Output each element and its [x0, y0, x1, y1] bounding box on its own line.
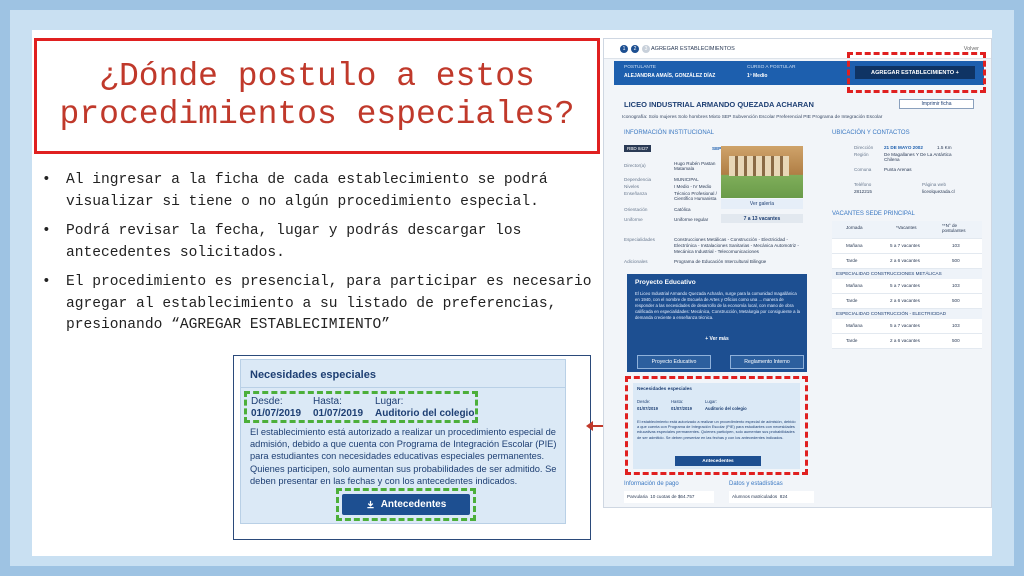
- download-icon: [366, 500, 375, 509]
- cell: 500: [952, 298, 960, 303]
- alumnos-label: Alumnos matriculados: [732, 494, 778, 499]
- datos-title: Datos y estadísticas: [729, 481, 783, 487]
- ubic-value: 21 DE MAYO 2002: [884, 145, 923, 150]
- button-highlight: [336, 488, 476, 521]
- hasta-label: Hasta:: [313, 396, 342, 407]
- bullet-list: [36, 170, 596, 345]
- table-row: [832, 319, 982, 334]
- cell: 500: [952, 338, 960, 343]
- info-value: I Medio - IV Medio: [674, 184, 712, 189]
- cell: Mañana: [846, 283, 863, 288]
- school-photo: [721, 146, 803, 198]
- info-value: MUNICIPAL: [674, 177, 699, 182]
- bullet-dot: •: [42, 274, 51, 290]
- curso-value: 1º Medio: [747, 73, 768, 79]
- ubic-label: Región: [854, 152, 869, 157]
- col-header: **N° de postulantes: [942, 223, 966, 233]
- info-label: Orientación: [624, 207, 648, 212]
- cell: Tarde: [846, 298, 858, 303]
- cell: Tarde: [846, 338, 858, 343]
- reglamento-interno-button[interactable]: [730, 355, 804, 369]
- special-needs-card: [633, 383, 800, 469]
- pagos-title: Información de pago: [624, 481, 679, 487]
- info-value: Hugo Rubén Pastan Matamala: [674, 161, 716, 171]
- table-row: [832, 254, 982, 269]
- special-needs-card-zoom: [240, 359, 566, 524]
- desde-label: Desde:: [251, 396, 283, 407]
- info-label: Enseñanza: [624, 191, 647, 196]
- table-row: [832, 334, 982, 349]
- agregar-highlight: [847, 52, 986, 93]
- ubic-label: Comuna: [854, 167, 872, 172]
- cell: 5 a 7 vacantes: [890, 323, 920, 328]
- proyecto-title: Proyecto Educativo: [635, 279, 696, 286]
- lugar-value: Auditorio del colegio: [375, 408, 475, 419]
- alumnos-row: [729, 491, 814, 503]
- cell: 103: [952, 243, 960, 248]
- info-label: Uniforme: [624, 217, 643, 222]
- nec-desde: 01/07/2019: [637, 406, 658, 411]
- nec-lugar: Auditorio del colegio: [705, 406, 747, 411]
- bullet-item: [36, 170, 596, 213]
- print-label: Imprimir ficha: [921, 101, 952, 107]
- ver-mas-link[interactable]: + Ver más: [705, 336, 729, 342]
- cell: 103: [952, 283, 960, 288]
- nec-hasta-label: Hasta:: [671, 399, 684, 404]
- proyecto-text: El Liceo Industrial Armando Quezada Acharán, surge para la comunidad magallánica en 1940, con el nombre de Escuela de Artes y Oficios como una ... manera de responder a las necesidades de desarrollo de la economía local, con mano de obra calificada en especialidades: Mecánica, Construcción, Metalurgia por consiguiente a la demanda creciente a enseñanza técnica.: [635, 291, 801, 320]
- iconography-legend: Iconografía: Solo mujeres Solo hombres Mixto SEP Subvención Escolar Preferencial PIE Programa de Integración Escolar: [622, 115, 883, 120]
- vacancies-badge: 7 a 13 vacantes: [721, 214, 803, 223]
- step-2[interactable]: 2: [631, 45, 639, 53]
- bullet-text: Podrá revisar la fecha, lugar y podrás descargar los antecedentes solicitados.: [66, 223, 522, 261]
- vacantes-title: VACANTES SEDE PRINCIPAL: [832, 211, 915, 217]
- ubic-label: Página web: [922, 182, 947, 187]
- cell: Tarde: [846, 258, 858, 263]
- nec-text: El establecimiento está autorizado a realizar un procedimiento especial de admisión, debido a que cuenta con Programa de Integración Escolar (PIE) para estudiantes con necesidades educativas especiales permanentes. Quienes participen, solo aumentan sus probabilidades de ser admitido. Se deben presentar en las fechas y con los antecedentes indicados.: [637, 419, 796, 440]
- cell: 5 a 7 vacantes: [890, 243, 920, 248]
- back-link[interactable]: Volver: [963, 46, 979, 52]
- agregar-label: AGREGAR ESTABLECIMIENTO: [871, 69, 955, 76]
- slide-title: ¿Dónde postulo a estos procedimientos especiales?: [59, 58, 575, 133]
- info-value: Uniforme regular: [674, 217, 709, 222]
- school-profile-screenshot: [603, 38, 992, 508]
- antecedentes-button[interactable]: [342, 494, 470, 515]
- group-header: ESPECIALIDAD CONSTRUCCIONES METÁLICAS: [832, 269, 982, 279]
- col-header: *Vacantes: [896, 225, 917, 230]
- cell: Mañana: [846, 243, 863, 248]
- table-row: [832, 239, 982, 254]
- ubic-value: De Magallanes Y De La Antártica Chilena: [884, 152, 952, 162]
- adicionales-value: Programa de Educación Intercultural Bilingüe: [674, 259, 767, 264]
- especialidades-label: Especialidades: [624, 237, 655, 242]
- ubicacion-title: UBICACIÓN Y CONTACTOS: [832, 130, 910, 136]
- postulante-name: ALEJANDRA AMAÍS, GONZÁLEZ DÍAZ: [624, 73, 716, 79]
- slide-title-box: [34, 38, 600, 154]
- info-value: Técnico Profesional / Científico Humanista: [674, 191, 717, 201]
- agregar-establecimiento-button[interactable]: AGREGAR ESTABLECIMIENTO +: [855, 66, 975, 79]
- bullet-dot: •: [42, 223, 51, 239]
- rbd-badge: RBD 8427: [624, 145, 651, 152]
- ubic-value[interactable]: liceolquezada.cl: [922, 189, 955, 194]
- bullet-item: [36, 272, 596, 337]
- info-label: Director(a): [624, 163, 646, 168]
- bullet-item: [36, 221, 596, 264]
- group-header: ESPECIALIDAD CONSTRUCCIÓN - ELECTRICIDAD: [832, 309, 982, 319]
- nec-title: Necesidades especiales: [637, 387, 692, 392]
- cell: 103: [952, 323, 960, 328]
- special-needs-text: El establecimiento está autorizado a realizar un procedimiento especial de admisión, debido a que cuenta con Programa de Integración Escolar (PIE) para estudiantes con necesidades educativas especiales permanentes. Quienes participen, solo aumentan sus probabilidades de ser admitido. Se deben presentar en las fechas y con los antecedentes indicados.: [250, 427, 557, 486]
- table-row: [832, 294, 982, 309]
- nec-hasta: 01/07/2019: [671, 406, 692, 411]
- proyecto-educativo-button[interactable]: [637, 355, 711, 369]
- distance-value: 1.5 Km: [937, 145, 952, 150]
- adicionales-label: Adicionales: [624, 259, 648, 264]
- pagos-value: 10 cuotas de $64.757: [650, 494, 695, 499]
- info-label: Dependencia: [624, 177, 652, 182]
- info-value: Católica: [674, 207, 691, 212]
- divider: [241, 387, 565, 388]
- ver-galeria-link[interactable]: [721, 199, 803, 209]
- step-3[interactable]: 3: [642, 45, 650, 53]
- bullet-text: Al ingresar a la ficha de cada establecimiento se podrá visualizar si tiene o no algún procedimiento especial.: [66, 172, 548, 210]
- nec-lugar-label: Lugar:: [705, 399, 717, 404]
- ubic-label: Dirección: [854, 145, 874, 150]
- proyecto-btn-label: Proyecto Educativo: [651, 359, 697, 365]
- nec-btn-label: Antecedentes: [702, 458, 734, 464]
- step-1[interactable]: 1: [620, 45, 628, 53]
- cell: Mañana: [846, 323, 863, 328]
- lugar-label: Lugar:: [375, 396, 404, 407]
- table-row: [832, 279, 982, 294]
- steps-label: AGREGAR ESTABLECIMIENTOS: [651, 46, 735, 52]
- ubic-value: Punta Arenas: [884, 167, 912, 172]
- special-needs-title: Necesidades especiales: [250, 369, 376, 381]
- school-name: LICEO INDUSTRIAL ARMANDO QUEZADA ACHARAN: [624, 100, 814, 109]
- bullet-dot: •: [42, 172, 51, 188]
- nec-antecedentes-button[interactable]: [675, 456, 761, 466]
- cell: 2 a 6 vacantes: [890, 258, 920, 263]
- cell: 500: [952, 258, 960, 263]
- cell: 5 a 7 vacantes: [890, 283, 920, 288]
- pagos-row: [624, 491, 714, 503]
- cell: 2 a 6 vacantes: [890, 338, 920, 343]
- col-header: Jornada: [846, 225, 863, 230]
- hasta-value: 01/07/2019: [313, 408, 364, 419]
- pagos-label: Parvularia: [627, 494, 648, 499]
- especialidades-value: Construcciones Metálicas - Construcción - Electricidad - Electrónica - Instalaciones Sanitarias - Mecánica Automotriz - Mecánica Industrial - Telecomunicaciones: [674, 237, 799, 254]
- table-header: [832, 221, 982, 239]
- special-needs-highlight: [625, 376, 808, 475]
- postulante-label: POSTULANTE: [624, 65, 656, 70]
- print-button[interactable]: [899, 99, 974, 109]
- antecedentes-label: Antecedentes: [380, 499, 447, 510]
- info-section-title: INFORMACIÓN INSTITUCIONAL: [624, 130, 715, 136]
- ubic-label: Teléfono: [854, 182, 872, 187]
- galeria-label: Ver galería: [749, 201, 775, 207]
- dates-highlight: [244, 391, 478, 423]
- cell: 2 a 6 vacantes: [890, 298, 920, 303]
- alumnos-value: 824: [779, 494, 788, 499]
- desde-value: 01/07/2019: [251, 408, 302, 419]
- bullet-text: El procedimiento es presencial, para participar es necesario agregar al establecimiento a su listado de preferencias, presionando “AGREGAR ESTABLECIMIENTO”: [66, 274, 592, 333]
- nec-desde-label: Desde:: [637, 399, 651, 404]
- curso-label: CURSO A POSTULAR: [747, 65, 796, 70]
- reglamento-btn-label: Reglamento Interno: [744, 359, 790, 365]
- vacancies-table: [832, 221, 982, 349]
- sep-badge: SEP: [712, 146, 722, 151]
- ubic-value: 2812215: [854, 189, 872, 194]
- info-label: Niveles: [624, 184, 640, 189]
